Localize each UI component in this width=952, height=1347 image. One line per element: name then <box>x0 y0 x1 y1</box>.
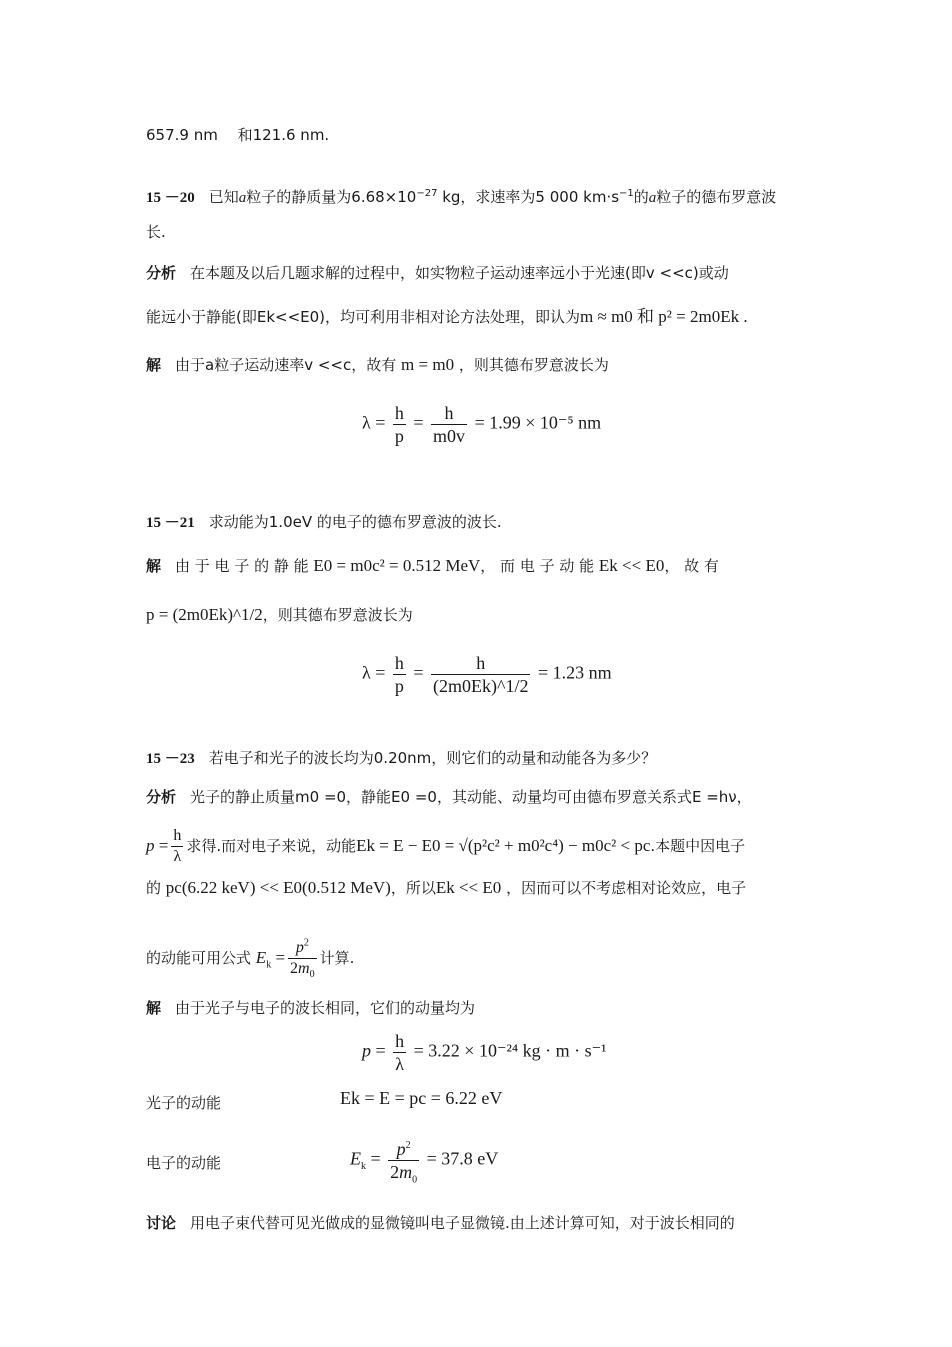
solution-paragraph: 解 由于光子与电子的波长相同，它们的动量均为 <box>146 999 476 1017</box>
problem-15-20-statement: 15 －20 已知a粒子的静质量为$6.68\times 10^{-27}$ kg，求速率为5 000 $km\cdot s^{-1}$的a粒子的德布罗意波 <box>146 188 777 206</box>
photon-energy-row: 光子的动能 <box>146 1094 222 1112</box>
math-inline: E0 = m0c² = 0.512 MeV <box>313 556 481 575</box>
text-line: 长. <box>146 223 166 241</box>
analysis-paragraph: 分析 在本题及以后几题求解的过程中，如实物粒子运动速率远小于光速(即v <<c)或动 <box>146 264 729 282</box>
solution-label: 解 <box>146 356 162 374</box>
equation-momentum: p = $\frac{h}{\lambda}$ = 3.22 × 10⁻²⁴ kg · m · s⁻¹ <box>362 1031 607 1074</box>
math-inline: p = (2m0Ek)^1/2 <box>146 605 263 624</box>
math-inline: pc(6.22 keV) << E0(0.512 MeV) <box>165 878 391 897</box>
text-line: 的动能可用公式 $E_k$ = $\frac{p^2}{2m_0}$ 计算. <box>146 937 355 981</box>
math-inline: m = m0 <box>401 355 455 374</box>
text-line: p = (2m0Ek)^1/2，则其德布罗意波长为 <box>146 605 413 624</box>
equation-lambda: λ = $\frac{h}{p}$ = $\frac{h}{m0v}$ = 1.99 × 10⁻⁵ nm <box>362 403 602 446</box>
text-line: 的 pc(6.22 keV) << E0(0.512 MeV)，所以Ek << E0 ，因而可以不考虑相对论效应，电子 <box>146 878 747 897</box>
analysis-label: 分析 <box>146 264 177 282</box>
problem-number: 15 －23 <box>146 751 195 767</box>
problem-15-21-statement: 15 －21 求动能为1.0eV 的电子的德布罗意波的波长. <box>146 513 502 531</box>
text-line: 657.9 nm 和121.6 nm. <box>146 126 330 144</box>
solution-paragraph: 解 由 于 电 子 的 静 能 E0 = m0c² = 0.512 MeV， 而 电 子 动 能 Ek << E0， 故 有 <box>146 556 719 575</box>
equation-electron-energy: $E_k$ = $\frac{p^2}{2m_0}$ = 37.8 eV <box>350 1139 499 1186</box>
math-inline: Ek = E − E0 = √(p²c² + m0²c⁴) − m0c² < pc <box>356 836 651 855</box>
discussion-label: 讨论 <box>146 1214 177 1232</box>
math-inline: Ek << E0 <box>435 878 502 897</box>
equation-lambda: λ = $\frac{h}{p}$ = $\frac{h}{(2m0Ek)\^{}1/2}$ = 1.23 nm <box>362 653 612 696</box>
analysis-paragraph: 分析 光子的静止质量m0 =0，静能E0 =0，其动能、动量均可由德布罗意关系式E =hν， <box>146 788 752 806</box>
text-line: p = $\frac{h}{\lambda}$ 求得.而对电子来说，动能Ek = E − E0 = √(p²c² + m0²c⁴) − m0c² < pc.本题中因电子 <box>146 827 746 865</box>
problem-15-23-statement: 15 －23 若电子和光子的波长均为0.20nm，则它们的动量和动能各为多少？ <box>146 749 657 767</box>
problem-number: 15 －21 <box>146 515 195 531</box>
problem-number: 15 －20 <box>146 190 195 206</box>
solution-paragraph: 解 由于a粒子运动速率v <<c，故有 m = m0 ，则其德布罗意波长为 <box>146 355 609 374</box>
discussion-paragraph: 讨论 用电子束代替可见光做成的显微镜叫电子显微镜.由上述计算可知，对于波长相同的 <box>146 1214 735 1232</box>
solution-label: 解 <box>146 557 162 575</box>
solution-label: 解 <box>146 999 162 1017</box>
equation-photon-energy: Ek = E = pc = 6.22 eV <box>340 1088 503 1108</box>
text-line: 能远小于静能(即Ek<<E0)，均可利用非相对论方法处理，即认为m ≈ m0 和 p² = 2m0Ek . <box>146 307 748 326</box>
electron-energy-row: 电子的动能 <box>146 1154 222 1172</box>
math-inline: m ≈ m0 和 p² = 2m0Ek . <box>580 307 748 326</box>
math-inline: Ek << E0 <box>598 556 665 575</box>
analysis-label: 分析 <box>146 788 177 806</box>
